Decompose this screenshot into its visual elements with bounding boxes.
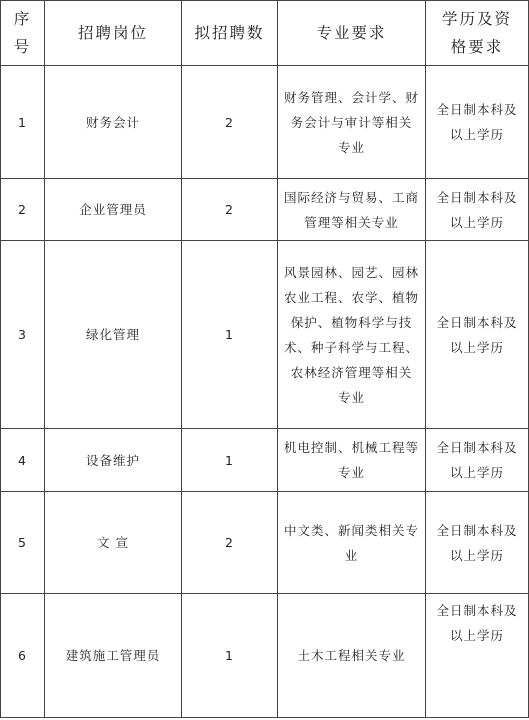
cell-count: 2 — [182, 179, 278, 241]
cell-no: 4 — [1, 429, 45, 492]
cell-education: 全日制本科及 以上学历 — [426, 492, 529, 594]
cell-count: 1 — [182, 429, 278, 492]
table-row — [1, 429, 529, 492]
header-cell-count: 拟招聘数 — [182, 1, 278, 66]
table-row — [1, 241, 529, 429]
cell-position: 企业管理员 — [45, 179, 182, 241]
header-cell-major: 专业要求 — [278, 1, 426, 66]
cell-count: 1 — [182, 241, 278, 429]
cell-major: 风景园林、园艺、园林 农业工程、农学、植物 保护、植物科学与技 术、种子科学与工程、 农林经济管理等相关 专业 — [278, 241, 426, 429]
cell-position: 文 宣 — [45, 492, 182, 594]
table-row — [1, 66, 529, 179]
cell-count: 2 — [182, 66, 278, 179]
table-row — [1, 179, 529, 241]
header-cell-position: 招聘岗位 — [45, 1, 182, 66]
cell-no: 2 — [1, 179, 45, 241]
cell-position: 设备维护 — [45, 429, 182, 492]
cell-count: 2 — [182, 492, 278, 594]
cell-count: 1 — [182, 594, 278, 718]
cell-no: 6 — [1, 594, 45, 718]
cell-no: 3 — [1, 241, 45, 429]
header-cell-education: 学历及资 格要求 — [426, 1, 529, 66]
cell-major: 财务管理、会计学、财 务会计与审计等相关 专业 — [278, 66, 426, 179]
cell-major: 机电控制、机械工程等 专业 — [278, 429, 426, 492]
cell-major: 国际经济与贸易、工商 管理等相关专业 — [278, 179, 426, 241]
cell-no: 1 — [1, 66, 45, 179]
cell-position: 财务会计 — [45, 66, 182, 179]
cell-major: 中文类、新闻类相关专 业 — [278, 492, 426, 594]
cell-major: 土木工程相关专业 — [278, 594, 426, 718]
cell-education: 全日制本科及 以上学历 — [426, 594, 529, 718]
cell-position: 建筑施工管理员 — [45, 594, 182, 718]
header-cell-no: 序 号 — [1, 1, 45, 66]
cell-position: 绿化管理 — [45, 241, 182, 429]
table-row — [1, 594, 529, 718]
cell-education: 全日制本科及 以上学历 — [426, 429, 529, 492]
cell-education: 全日制本科及 以上学历 — [426, 66, 529, 179]
cell-education: 全日制本科及 以上学历 — [426, 241, 529, 429]
table-row — [1, 492, 529, 594]
cell-education: 全日制本科及 以上学历 — [426, 179, 529, 241]
cell-no: 5 — [1, 492, 45, 594]
table-header-row — [1, 1, 529, 66]
